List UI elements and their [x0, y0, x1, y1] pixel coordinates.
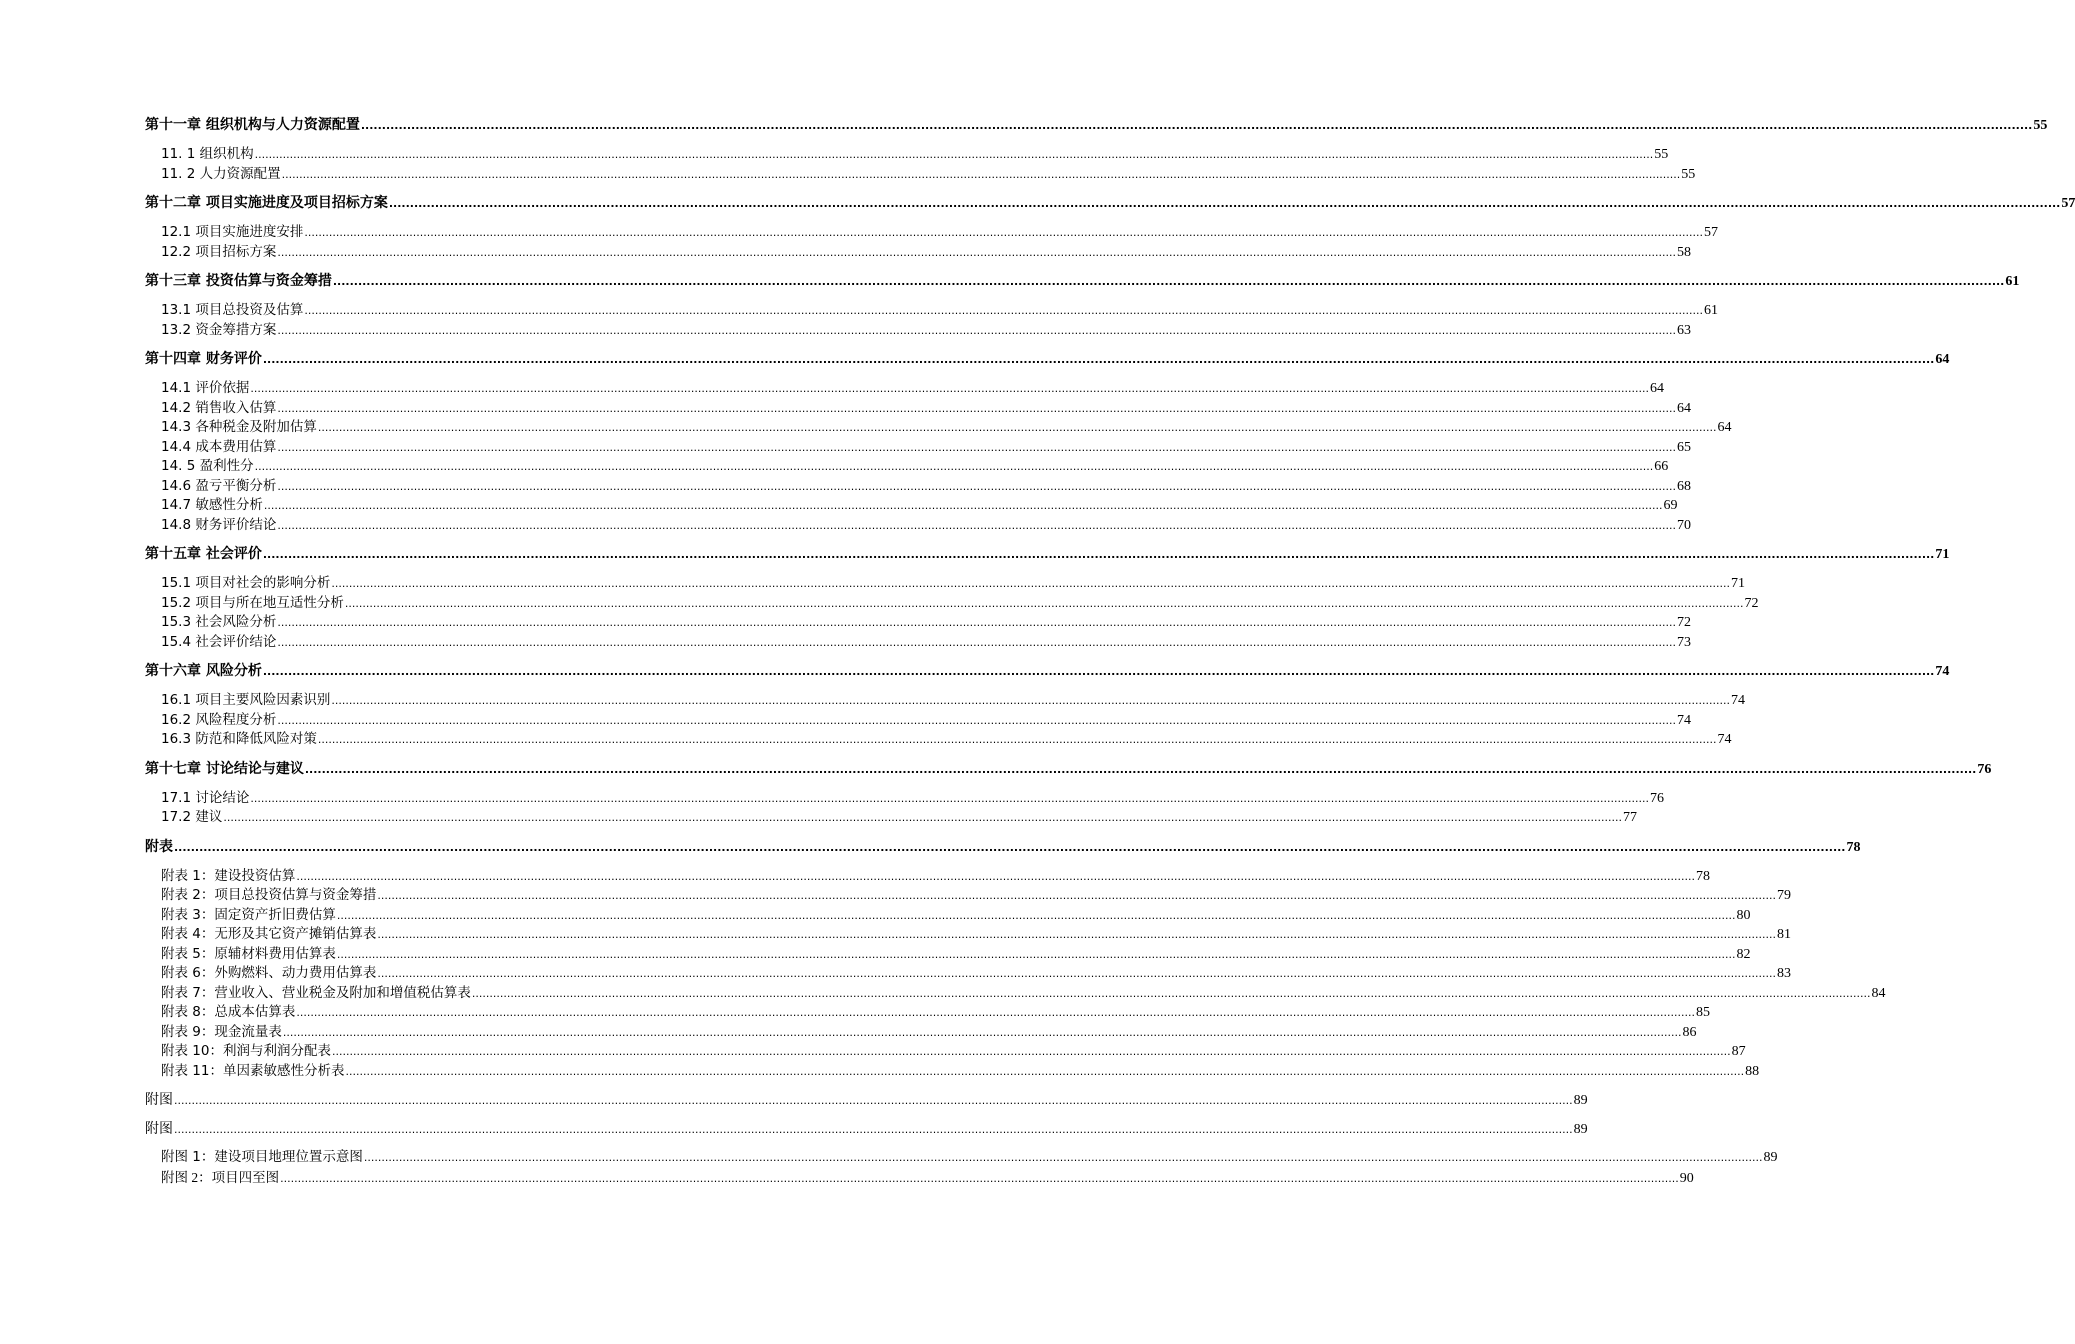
toc-entry-title: 第十三章 投资估算与资金筹措	[145, 273, 332, 289]
toc-entry-title: 附表 7：营业收入、营业税金及附加和增值税估算表	[161, 984, 471, 1001]
toc-entry[interactable]	[145, 1003, 1711, 1023]
toc-entry-title: 16.3 防范和降低风险对策	[161, 731, 317, 747]
toc-page-number: 85	[1696, 1005, 1711, 1020]
toc-dot-leader: ................................................................................................................................................................................................................................................................................................................................................................................................................	[262, 665, 1935, 678]
toc-dot-leader: ................................................................................................................................................................................................................................................................................................................................................................................................................	[254, 148, 1654, 161]
toc-entry-title: 第十四章 财务评价	[145, 351, 262, 367]
toc-entry[interactable]	[145, 711, 1691, 731]
toc-entry-title: 14.4 成本费用估算	[161, 438, 277, 455]
toc-page-number: 64	[1935, 352, 1950, 367]
toc-dot-leader: ................................................................................................................................................................................................................................................................................................................................................................................................................	[304, 762, 1977, 776]
toc-entry[interactable]	[145, 906, 1751, 926]
toc-page-number: 74	[1935, 664, 1950, 679]
toc-dot-leader: ................................................................................................................................................................................................................................................................................................................................................................................................................	[296, 869, 1696, 883]
toc-chapter-entry[interactable]	[145, 272, 2020, 292]
toc-page-number: 55	[2033, 118, 2048, 133]
toc-page-number: 89	[1573, 1092, 1588, 1108]
toc-entry-title: 附图 1：建设项目地理位置示意图	[161, 1149, 363, 1165]
toc-entry-title: 14.3 各种税金及附加估算	[161, 419, 317, 435]
toc-entry[interactable]	[145, 438, 1691, 458]
toc-page-number: 70	[1677, 517, 1691, 533]
toc-entry[interactable]	[145, 301, 1718, 321]
toc-entry[interactable]	[145, 730, 1732, 750]
toc-dot-leader: ................................................................................................................................................................................................................................................................................................................................................................................................................	[277, 323, 1676, 337]
toc-dot-leader: ................................................................................................................................................................................................................................................................................................................................................................................................................	[345, 1064, 1745, 1078]
toc-page-number: 79	[1777, 888, 1792, 903]
toc-entry[interactable]	[145, 1062, 1760, 1082]
toc-page-number: 80	[1736, 907, 1751, 923]
toc-dot-leader: ................................................................................................................................................................................................................................................................................................................................................................................................................	[296, 1006, 1696, 1019]
toc-entry[interactable]	[145, 477, 1691, 497]
toc-entry-title: 11. 1 组织机构	[161, 146, 254, 162]
toc-entry-title: 附表	[145, 838, 173, 855]
toc-entry-title: 附表 5：原辅材料费用估算表	[161, 945, 336, 962]
toc-page-number: 74	[1677, 712, 1691, 728]
toc-entry[interactable]	[145, 379, 1664, 399]
toc-page-number: 71	[1731, 576, 1745, 591]
toc-dot-leader: ................................................................................................................................................................................................................................................................................................................................................................................................................	[388, 197, 2061, 210]
toc-entry-title: 15.4 社会评价结论	[161, 633, 277, 650]
toc-page-number: 72	[1744, 595, 1759, 611]
toc-entry-title: 附表 3：固定资产折旧费估算	[161, 906, 336, 923]
toc-page-number: 88	[1745, 1063, 1760, 1079]
toc-page-number: 68	[1677, 478, 1691, 494]
toc-entry[interactable]	[145, 516, 1691, 536]
toc-dot-leader: ................................................................................................................................................................................................................................................................................................................................................................................................................	[304, 304, 1703, 317]
table-of-contents	[145, 116, 2075, 1187]
toc-entry-title: 12.2 项目招标方案	[161, 243, 277, 260]
toc-dot-leader: ................................................................................................................................................................................................................................................................................................................................................................................................................	[277, 245, 1676, 259]
toc-entry[interactable]	[145, 1091, 1588, 1111]
toc-page-number: 87	[1731, 1044, 1746, 1059]
toc-page-number: 73	[1677, 634, 1691, 650]
toc-chapter-entry[interactable]	[145, 116, 2048, 136]
toc-page-number: 69	[1663, 498, 1678, 513]
toc-page-number: 81	[1777, 927, 1792, 942]
toc-entry-title: 14.8 财务评价结论	[161, 516, 277, 533]
toc-dot-leader: ................................................................................................................................................................................................................................................................................................................................................................................................................	[262, 353, 1935, 366]
toc-dot-leader: ................................................................................................................................................................................................................................................................................................................................................................................................................	[262, 548, 1935, 561]
toc-dot-leader: ................................................................................................................................................................................................................................................................................................................................................................................................................	[377, 967, 1777, 980]
toc-entry[interactable]	[145, 399, 1691, 419]
toc-page-number: 55	[1654, 147, 1669, 162]
toc-dot-leader: ................................................................................................................................................................................................................................................................................................................................................................................................................	[223, 811, 1622, 824]
toc-page-number: 90	[1679, 1170, 1694, 1186]
toc-entry-title: 附图	[145, 1091, 173, 1108]
toc-entry[interactable]	[145, 613, 1691, 633]
toc-entry[interactable]	[145, 984, 1886, 1004]
toc-page-number: 84	[1871, 985, 1886, 1001]
toc-chapter-entry[interactable]	[145, 350, 1950, 370]
toc-page-number: 72	[1677, 615, 1691, 630]
toc-entry-title: 附表 11：单因素敏感性分析表	[161, 1062, 345, 1079]
toc-page-number: 89	[1763, 1150, 1778, 1165]
toc-entry-title: 附表 8：总成本估算表	[161, 1004, 296, 1020]
toc-entry-title: 14.7 敏感性分析	[161, 497, 263, 513]
toc-chapter-entry[interactable]	[145, 760, 1992, 780]
toc-entry-title: 17.2 建议	[161, 809, 223, 825]
toc-entry[interactable]	[145, 223, 1718, 243]
toc-entry[interactable]	[145, 574, 1745, 594]
toc-page-number: 65	[1677, 439, 1691, 455]
toc-page-number: 55	[1681, 166, 1696, 182]
toc-entry[interactable]	[145, 925, 1792, 945]
toc-dot-leader: ................................................................................................................................................................................................................................................................................................................................................................................................................	[277, 518, 1676, 532]
toc-entry-title: 15.3 社会风险分析	[161, 614, 277, 630]
toc-entry-title: 15.2 项目与所在地互适性分析	[161, 594, 344, 611]
toc-dot-leader: ................................................................................................................................................................................................................................................................................................................................................................................................................	[280, 1171, 1679, 1185]
toc-entry-title: 附表 6：外购燃料、动力费用估算表	[161, 965, 377, 981]
toc-dot-leader: ................................................................................................................................................................................................................................................................................................................................................................................................................	[263, 499, 1663, 512]
toc-dot-leader: ................................................................................................................................................................................................................................................................................................................................................................................................................	[331, 694, 1730, 707]
toc-page-number: 86	[1682, 1024, 1697, 1040]
toc-page-number: 78	[1846, 839, 1861, 855]
toc-dot-leader: ................................................................................................................................................................................................................................................................................................................................................................................................................	[360, 119, 2033, 132]
toc-dot-leader: ................................................................................................................................................................................................................................................................................................................................................................................................................	[336, 908, 1736, 922]
toc-dot-leader: ................................................................................................................................................................................................................................................................................................................................................................................................................	[250, 791, 1649, 805]
toc-chapter-entry[interactable]	[145, 545, 1950, 565]
toc-entry[interactable]	[145, 243, 1691, 263]
toc-page-number: 89	[1573, 1121, 1588, 1137]
toc-dot-leader: ................................................................................................................................................................................................................................................................................................................................................................................................................	[304, 226, 1703, 239]
toc-entry-title: 14.2 销售收入估算	[161, 399, 277, 416]
toc-page-number: 64	[1717, 420, 1732, 435]
toc-page-number: 71	[1935, 547, 1950, 562]
toc-page-number: 64	[1650, 381, 1664, 396]
toc-dot-leader: ................................................................................................................................................................................................................................................................................................................................................................................................................	[281, 167, 1681, 181]
toc-entry[interactable]	[145, 496, 1678, 516]
toc-entry[interactable]	[145, 1023, 1697, 1043]
toc-entry[interactable]	[145, 457, 1669, 477]
toc-page-number: 63	[1677, 322, 1691, 338]
toc-dot-leader: ................................................................................................................................................................................................................................................................................................................................................................................................................	[174, 1122, 1573, 1136]
toc-entry-title: 附表 10：利润与利润分配表	[161, 1043, 331, 1059]
toc-entry[interactable]	[145, 1120, 1588, 1140]
toc-entry[interactable]	[145, 1042, 1746, 1062]
toc-page-number: 57	[1704, 225, 1718, 240]
toc-entry[interactable]	[145, 1168, 1694, 1188]
toc-dot-leader: ................................................................................................................................................................................................................................................................................................................................................................................................................	[277, 713, 1676, 727]
toc-entry-title: 第十一章 组织机构与人力资源配置	[145, 117, 360, 133]
toc-entry-title: 附图	[145, 1120, 173, 1137]
toc-page-number: 78	[1696, 868, 1711, 884]
toc-entry-title: 附表 4：无形及其它资产摊销估算表	[161, 926, 377, 942]
toc-dot-leader: ................................................................................................................................................................................................................................................................................................................................................................................................................	[363, 1151, 1763, 1164]
toc-entry-title: 11. 2 人力资源配置	[161, 165, 281, 182]
toc-dot-leader: ................................................................................................................................................................................................................................................................................................................................................................................................................	[344, 596, 1744, 610]
toc-page-number: 76	[1650, 790, 1664, 806]
toc-page-number: 64	[1677, 400, 1691, 416]
toc-dot-leader: ................................................................................................................................................................................................................................................................................................................................................................................................................	[336, 947, 1736, 961]
toc-dot-leader: ................................................................................................................................................................................................................................................................................................................................................................................................................	[317, 421, 1717, 434]
toc-entry[interactable]	[145, 165, 1696, 185]
toc-page-number: 83	[1777, 966, 1792, 981]
toc-chapter-entry[interactable]	[145, 838, 1861, 858]
toc-entry-title: 第十二章 项目实施进度及项目招标方案	[145, 195, 388, 211]
toc-page-number: 58	[1677, 244, 1691, 260]
toc-dot-leader: ................................................................................................................................................................................................................................................................................................................................................................................................................	[277, 440, 1676, 454]
toc-entry-title: 第十五章 社会评价	[145, 546, 262, 562]
toc-dot-leader: ................................................................................................................................................................................................................................................................................................................................................................................................................	[254, 460, 1654, 473]
toc-entry-title: 第十六章 风险分析	[145, 663, 262, 679]
toc-page-number: 57	[2061, 196, 2075, 211]
toc-entry-title: 附表 2：项目总投资估算与资金筹措	[161, 887, 377, 903]
toc-entry-title: 15.1 项目对社会的影响分析	[161, 575, 331, 591]
toc-entry[interactable]	[145, 867, 1711, 887]
toc-dot-leader: ................................................................................................................................................................................................................................................................................................................................................................................................................	[331, 577, 1730, 590]
toc-entry[interactable]	[145, 418, 1732, 438]
toc-page-number: 76	[1977, 761, 1992, 777]
toc-page-number: 74	[1731, 693, 1745, 708]
toc-dot-leader: ................................................................................................................................................................................................................................................................................................................................................................................................................	[377, 928, 1777, 941]
toc-dot-leader: ................................................................................................................................................................................................................................................................................................................................................................................................................	[317, 733, 1717, 746]
toc-page-number: 82	[1736, 946, 1751, 962]
toc-page-number: 61	[2005, 274, 2020, 289]
toc-page-number: 61	[1704, 303, 1718, 318]
toc-entry-title: 第十七章 讨论结论与建议	[145, 760, 304, 777]
toc-chapter-entry[interactable]	[145, 662, 1950, 682]
toc-entry[interactable]	[145, 789, 1664, 809]
toc-dot-leader: ................................................................................................................................................................................................................................................................................................................................................................................................................	[377, 889, 1777, 902]
toc-dot-leader: ................................................................................................................................................................................................................................................................................................................................................................................................................	[174, 1093, 1573, 1107]
toc-dot-leader: ................................................................................................................................................................................................................................................................................................................................................................................................................	[174, 840, 1846, 854]
toc-entry-title: 14.1 评价依据	[161, 380, 250, 396]
toc-entry-title: 14.6 盈亏平衡分析	[161, 477, 277, 494]
toc-dot-leader: ................................................................................................................................................................................................................................................................................................................................................................................................................	[277, 479, 1676, 493]
toc-entry-title: 13.2 资金筹措方案	[161, 321, 277, 338]
toc-entry-title: 13.1 项目总投资及估算	[161, 302, 304, 318]
toc-entry-title: 14. 5 盈利性分	[161, 458, 254, 474]
toc-page-number: 74	[1717, 732, 1732, 747]
toc-entry[interactable]	[145, 321, 1691, 341]
toc-entry-title: 附表 1：建设投资估算	[161, 867, 296, 884]
toc-entry-title: 16.1 项目主要风险因素识别	[161, 692, 331, 708]
toc-entry[interactable]	[145, 945, 1751, 965]
toc-page-number: 66	[1654, 459, 1669, 474]
toc-dot-leader: ................................................................................................................................................................................................................................................................................................................................................................................................................	[250, 382, 1649, 395]
toc-dot-leader: ................................................................................................................................................................................................................................................................................................................................................................................................................	[277, 635, 1676, 649]
toc-entry-title: 12.1 项目实施进度安排	[161, 224, 304, 240]
toc-page-number: 77	[1623, 810, 1637, 825]
toc-entry-title: 附图 2：项目四至图	[161, 1169, 280, 1185]
toc-entry[interactable]	[145, 808, 1637, 828]
toc-entry[interactable]	[145, 1148, 1778, 1168]
toc-entry[interactable]	[145, 594, 1759, 614]
toc-dot-leader: ................................................................................................................................................................................................................................................................................................................................................................................................................	[332, 275, 2005, 288]
toc-entry[interactable]	[145, 886, 1792, 906]
toc-entry-title: 附表 9：现金流量表	[161, 1023, 282, 1040]
toc-dot-leader: ................................................................................................................................................................................................................................................................................................................................................................................................................	[471, 986, 1871, 1000]
toc-entry[interactable]	[145, 633, 1691, 653]
toc-entry-title: 17.1 讨论结论	[161, 789, 250, 806]
toc-chapter-entry[interactable]	[145, 194, 2075, 214]
toc-dot-leader: ................................................................................................................................................................................................................................................................................................................................................................................................................	[277, 401, 1676, 415]
toc-dot-leader: ................................................................................................................................................................................................................................................................................................................................................................................................................	[331, 1045, 1731, 1058]
toc-dot-leader: ................................................................................................................................................................................................................................................................................................................................................................................................................	[282, 1025, 1682, 1039]
toc-entry[interactable]	[145, 145, 1669, 165]
toc-entry[interactable]	[145, 964, 1792, 984]
toc-entry-title: 16.2 风险程度分析	[161, 711, 277, 728]
toc-entry[interactable]	[145, 691, 1745, 711]
toc-dot-leader: ................................................................................................................................................................................................................................................................................................................................................................................................................	[277, 616, 1676, 629]
